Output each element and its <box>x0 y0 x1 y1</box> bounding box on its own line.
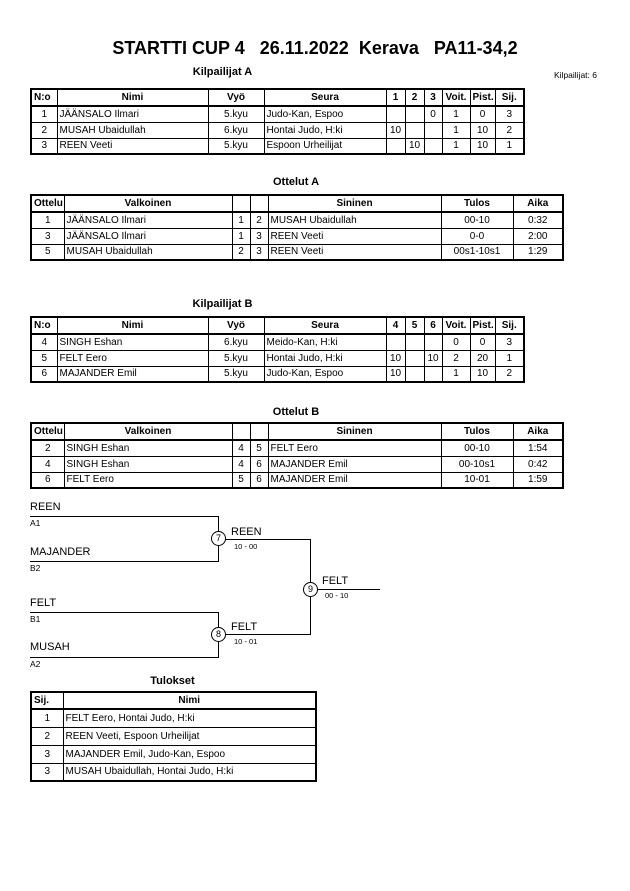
opp2-score-cell <box>405 106 424 122</box>
pool-a-header-row <box>31 89 524 106</box>
no-cell: 1 <box>31 106 57 122</box>
bracket-sf2-bottom-seed: A2 <box>30 659 41 669</box>
club-col-header: Seura <box>264 317 386 334</box>
opp6-score-cell: 10 <box>424 350 442 366</box>
belt-cell: 5.kyu <box>208 138 264 154</box>
wins-col-header: Voit. <box>442 317 470 334</box>
bracket-final-match-number: 9 <box>303 582 318 597</box>
table-row <box>31 350 524 366</box>
place-cell: 2 <box>495 366 524 382</box>
wins-cell: 1 <box>442 366 470 382</box>
bracket-sf2-score: 10 - 01 <box>234 637 258 646</box>
opp6-col-header: 6 <box>424 317 442 334</box>
place-cell: 1 <box>31 709 63 727</box>
white-col-header: Valkoinen <box>64 423 232 440</box>
place-cell: 3 <box>495 334 524 350</box>
no-cell: 3 <box>31 138 57 154</box>
time-cell: 0:32 <box>513 212 563 228</box>
match-col-header: Ottelu <box>31 195 64 212</box>
bracket-sf2-winner-line <box>218 634 311 635</box>
belt-col-header: Vyö <box>208 317 264 334</box>
wins-cell: 1 <box>442 122 470 138</box>
wins-cell: 1 <box>442 138 470 154</box>
wins-cell: 0 <box>442 334 470 350</box>
results-table <box>30 691 317 782</box>
points-cell: 10 <box>470 138 495 154</box>
place-cell: 3 <box>31 763 63 781</box>
no-col-header: N:o <box>31 89 57 106</box>
bracket-sf2-bottom-name: MUSAH <box>30 641 70 653</box>
points-cell: 0 <box>470 334 495 350</box>
opp2-score-cell: 10 <box>405 138 424 154</box>
name-col-header: Nimi <box>57 317 208 334</box>
matches-a-header-row <box>31 195 563 212</box>
place-cell: 1 <box>495 138 524 154</box>
opp2-col-header: 2 <box>405 89 424 106</box>
white-no-col-header <box>232 195 250 212</box>
page-title: STARTTI CUP 4 26.11.2022 Kerava PA11-34,2 <box>112 38 518 58</box>
club-col-header: Seura <box>264 89 386 106</box>
time-cell: 1:54 <box>513 440 563 456</box>
white-name-cell: JÄÄNSALO Ilmari <box>64 212 232 228</box>
match-col-header: Ottelu <box>31 423 64 440</box>
white-no-cell: 5 <box>232 472 250 488</box>
name-cell: SINGH Eshan <box>57 334 208 350</box>
results-heading: Tulokset <box>150 675 195 687</box>
opp4-score-cell: 10 <box>386 350 405 366</box>
no-col-header: N:o <box>31 317 57 334</box>
bracket-sf1-match-number: 7 <box>211 531 226 546</box>
time-cell: 1:59 <box>513 472 563 488</box>
points-col-header: Pist. <box>470 89 495 106</box>
bracket-final-winner-line <box>310 589 380 590</box>
name-cell: REEN Veeti <box>57 138 208 154</box>
points-cell: 10 <box>470 366 495 382</box>
table-row <box>31 709 316 727</box>
opp2-score-cell <box>405 122 424 138</box>
opp1-score-cell <box>386 138 405 154</box>
opp5-score-cell <box>405 350 424 366</box>
opp3-score-cell <box>424 122 442 138</box>
bracket-sf1-winner-name: REEN <box>231 526 262 538</box>
blue-no-col-header <box>250 195 268 212</box>
name-cell: MUSAH Ubaidullah, Hontai Judo, H:ki <box>63 763 316 781</box>
competitors-count: Kilpailijat: 6 <box>554 70 597 80</box>
club-cell: Judo-Kan, Espoo <box>264 366 386 382</box>
result-cell: 00-10s1 <box>441 456 513 472</box>
name-cell: REEN Veeti, Espoon Urheilijat <box>63 727 316 745</box>
place-cell: 3 <box>31 745 63 763</box>
place-col-header: Sij. <box>495 89 524 106</box>
match-no-cell: 1 <box>31 212 64 228</box>
white-no-cell: 4 <box>232 440 250 456</box>
result-col-header: Tulos <box>441 195 513 212</box>
pool-b-table <box>30 316 525 383</box>
blue-name-cell: REEN Veeti <box>268 244 441 260</box>
place-cell: 1 <box>495 350 524 366</box>
match-no-cell: 4 <box>31 456 64 472</box>
results-header-row <box>31 692 316 709</box>
match-no-cell: 5 <box>31 244 64 260</box>
opp1-col-header: 1 <box>386 89 405 106</box>
opp5-score-cell <box>405 366 424 382</box>
table-row <box>31 727 316 745</box>
bracket-sf1-bottom-seed: B2 <box>30 563 41 573</box>
result-cell: 10-01 <box>441 472 513 488</box>
club-cell: Meido-Kan, H:ki <box>264 334 386 350</box>
wins-col-header: Voit. <box>442 89 470 106</box>
white-name-cell: SINGH Eshan <box>64 456 232 472</box>
club-cell: Judo-Kan, Espoo <box>264 106 386 122</box>
opp1-score-cell <box>386 106 405 122</box>
bracket-sf1-top-name: REEN <box>30 501 61 513</box>
result-cell: 00-10 <box>441 440 513 456</box>
points-cell: 10 <box>470 122 495 138</box>
opp6-score-cell <box>424 366 442 382</box>
matches-b-header-row <box>31 423 563 440</box>
bracket-sf2-match-number: 8 <box>211 627 226 642</box>
name-col-header: Nimi <box>57 89 208 106</box>
match-no-cell: 6 <box>31 472 64 488</box>
blue-no-cell: 2 <box>250 212 268 228</box>
opp1-score-cell: 10 <box>386 122 405 138</box>
bracket-sf2-top-name: FELT <box>30 597 57 609</box>
white-name-cell: JÄÄNSALO Ilmari <box>64 228 232 244</box>
table-row <box>31 472 563 488</box>
blue-no-cell: 3 <box>250 228 268 244</box>
wins-cell: 1 <box>442 106 470 122</box>
blue-no-col-header <box>250 423 268 440</box>
opp5-col-header: 5 <box>405 317 424 334</box>
white-name-cell: FELT Eero <box>64 472 232 488</box>
opp3-col-header: 3 <box>424 89 442 106</box>
white-no-cell: 2 <box>232 244 250 260</box>
white-col-header: Valkoinen <box>64 195 232 212</box>
bracket-sf2-top-seed: B1 <box>30 614 41 624</box>
white-name-cell: SINGH Eshan <box>64 440 232 456</box>
result-cell: 0-0 <box>441 228 513 244</box>
table-row <box>31 763 316 781</box>
bracket-sf2-top-line <box>30 612 219 613</box>
blue-no-cell: 6 <box>250 472 268 488</box>
place-cell: 2 <box>495 122 524 138</box>
matches-b-table <box>30 422 564 489</box>
points-col-header: Pist. <box>470 317 495 334</box>
blue-no-cell: 5 <box>250 440 268 456</box>
blue-name-cell: REEN Veeti <box>268 228 441 244</box>
bracket-final-score: 00 - 10 <box>325 591 349 600</box>
white-no-cell: 4 <box>232 456 250 472</box>
points-cell: 20 <box>470 350 495 366</box>
table-row <box>31 745 316 763</box>
blue-no-cell: 6 <box>250 456 268 472</box>
pool-b-header-row <box>31 317 524 334</box>
blue-no-cell: 3 <box>250 244 268 260</box>
opp6-score-cell <box>424 334 442 350</box>
result-cell: 00s1-10s1 <box>441 244 513 260</box>
table-row <box>31 138 524 154</box>
blue-name-cell: MAJANDER Emil <box>268 472 441 488</box>
opp4-score-cell <box>386 334 405 350</box>
no-cell: 4 <box>31 334 57 350</box>
name-col-header: Nimi <box>63 692 316 709</box>
white-no-col-header <box>232 423 250 440</box>
matches-a-table <box>30 194 564 261</box>
opp4-col-header: 4 <box>386 317 405 334</box>
belt-cell: 6.kyu <box>208 122 264 138</box>
white-no-cell: 1 <box>232 212 250 228</box>
bracket-sf1-top-line <box>30 516 219 517</box>
matches-a-heading: Ottelut A <box>272 176 320 188</box>
blue-name-cell: MAJANDER Emil <box>268 456 441 472</box>
name-cell: JÄÄNSALO Ilmari <box>57 106 208 122</box>
bracket-sf1-bottom-name: MAJANDER <box>30 546 91 558</box>
time-cell: 2:00 <box>513 228 563 244</box>
white-no-cell: 1 <box>232 228 250 244</box>
bracket-sf1-score: 10 - 00 <box>234 542 258 551</box>
opp5-score-cell <box>405 334 424 350</box>
points-cell: 0 <box>470 106 495 122</box>
blue-name-cell: FELT Eero <box>268 440 441 456</box>
table-row <box>31 244 563 260</box>
bracket-sf1-winner-line <box>218 539 311 540</box>
belt-col-header: Vyö <box>208 89 264 106</box>
matches-b-heading: Ottelut B <box>272 406 320 418</box>
blue-name-cell: MUSAH Ubaidullah <box>268 212 441 228</box>
time-col-header: Aika <box>513 423 563 440</box>
place-cell: 2 <box>31 727 63 745</box>
no-cell: 2 <box>31 122 57 138</box>
bracket-sf1-top-seed: A1 <box>30 518 41 528</box>
opp4-score-cell: 10 <box>386 366 405 382</box>
pool-a-heading: Kilpailijat A <box>192 66 253 78</box>
club-cell: Espoon Urheilijat <box>264 138 386 154</box>
table-row <box>31 440 563 456</box>
match-no-cell: 2 <box>31 440 64 456</box>
table-row <box>31 334 524 350</box>
no-cell: 5 <box>31 350 57 366</box>
belt-cell: 5.kyu <box>208 366 264 382</box>
result-cell: 00-10 <box>441 212 513 228</box>
belt-cell: 5.kyu <box>208 106 264 122</box>
bracket-sf2-bottom-line <box>30 657 219 658</box>
belt-cell: 6.kyu <box>208 334 264 350</box>
table-row <box>31 122 524 138</box>
club-cell: Hontai Judo, H:ki <box>264 122 386 138</box>
opp3-score-cell: 0 <box>424 106 442 122</box>
table-row <box>31 366 524 382</box>
place-col-header: Sij. <box>31 692 63 709</box>
table-row <box>31 456 563 472</box>
table-row <box>31 106 524 122</box>
name-cell: FELT Eero, Hontai Judo, H:ki <box>63 709 316 727</box>
no-cell: 6 <box>31 366 57 382</box>
white-name-cell: MUSAH Ubaidullah <box>64 244 232 260</box>
table-row <box>31 228 563 244</box>
result-col-header: Tulos <box>441 423 513 440</box>
bracket-final-winner-name: FELT <box>322 575 349 587</box>
pool-a-table <box>30 88 525 155</box>
name-cell: MAJANDER Emil, Judo-Kan, Espoo <box>63 745 316 763</box>
pool-b-heading: Kilpailijat B <box>192 298 253 310</box>
time-cell: 1:29 <box>513 244 563 260</box>
table-row <box>31 212 563 228</box>
name-cell: MAJANDER Emil <box>57 366 208 382</box>
blue-col-header: Sininen <box>268 195 441 212</box>
bracket-sf2-winner-name: FELT <box>231 621 258 633</box>
place-col-header: Sij. <box>495 317 524 334</box>
match-no-cell: 3 <box>31 228 64 244</box>
wins-cell: 2 <box>442 350 470 366</box>
name-cell: MUSAH Ubaidullah <box>57 122 208 138</box>
place-cell: 3 <box>495 106 524 122</box>
opp3-score-cell <box>424 138 442 154</box>
blue-col-header: Sininen <box>268 423 441 440</box>
club-cell: Hontai Judo, H:ki <box>264 350 386 366</box>
time-col-header: Aika <box>513 195 563 212</box>
bracket-sf1-bottom-line <box>30 561 219 562</box>
time-cell: 0:42 <box>513 456 563 472</box>
name-cell: FELT Eero <box>57 350 208 366</box>
belt-cell: 5.kyu <box>208 350 264 366</box>
